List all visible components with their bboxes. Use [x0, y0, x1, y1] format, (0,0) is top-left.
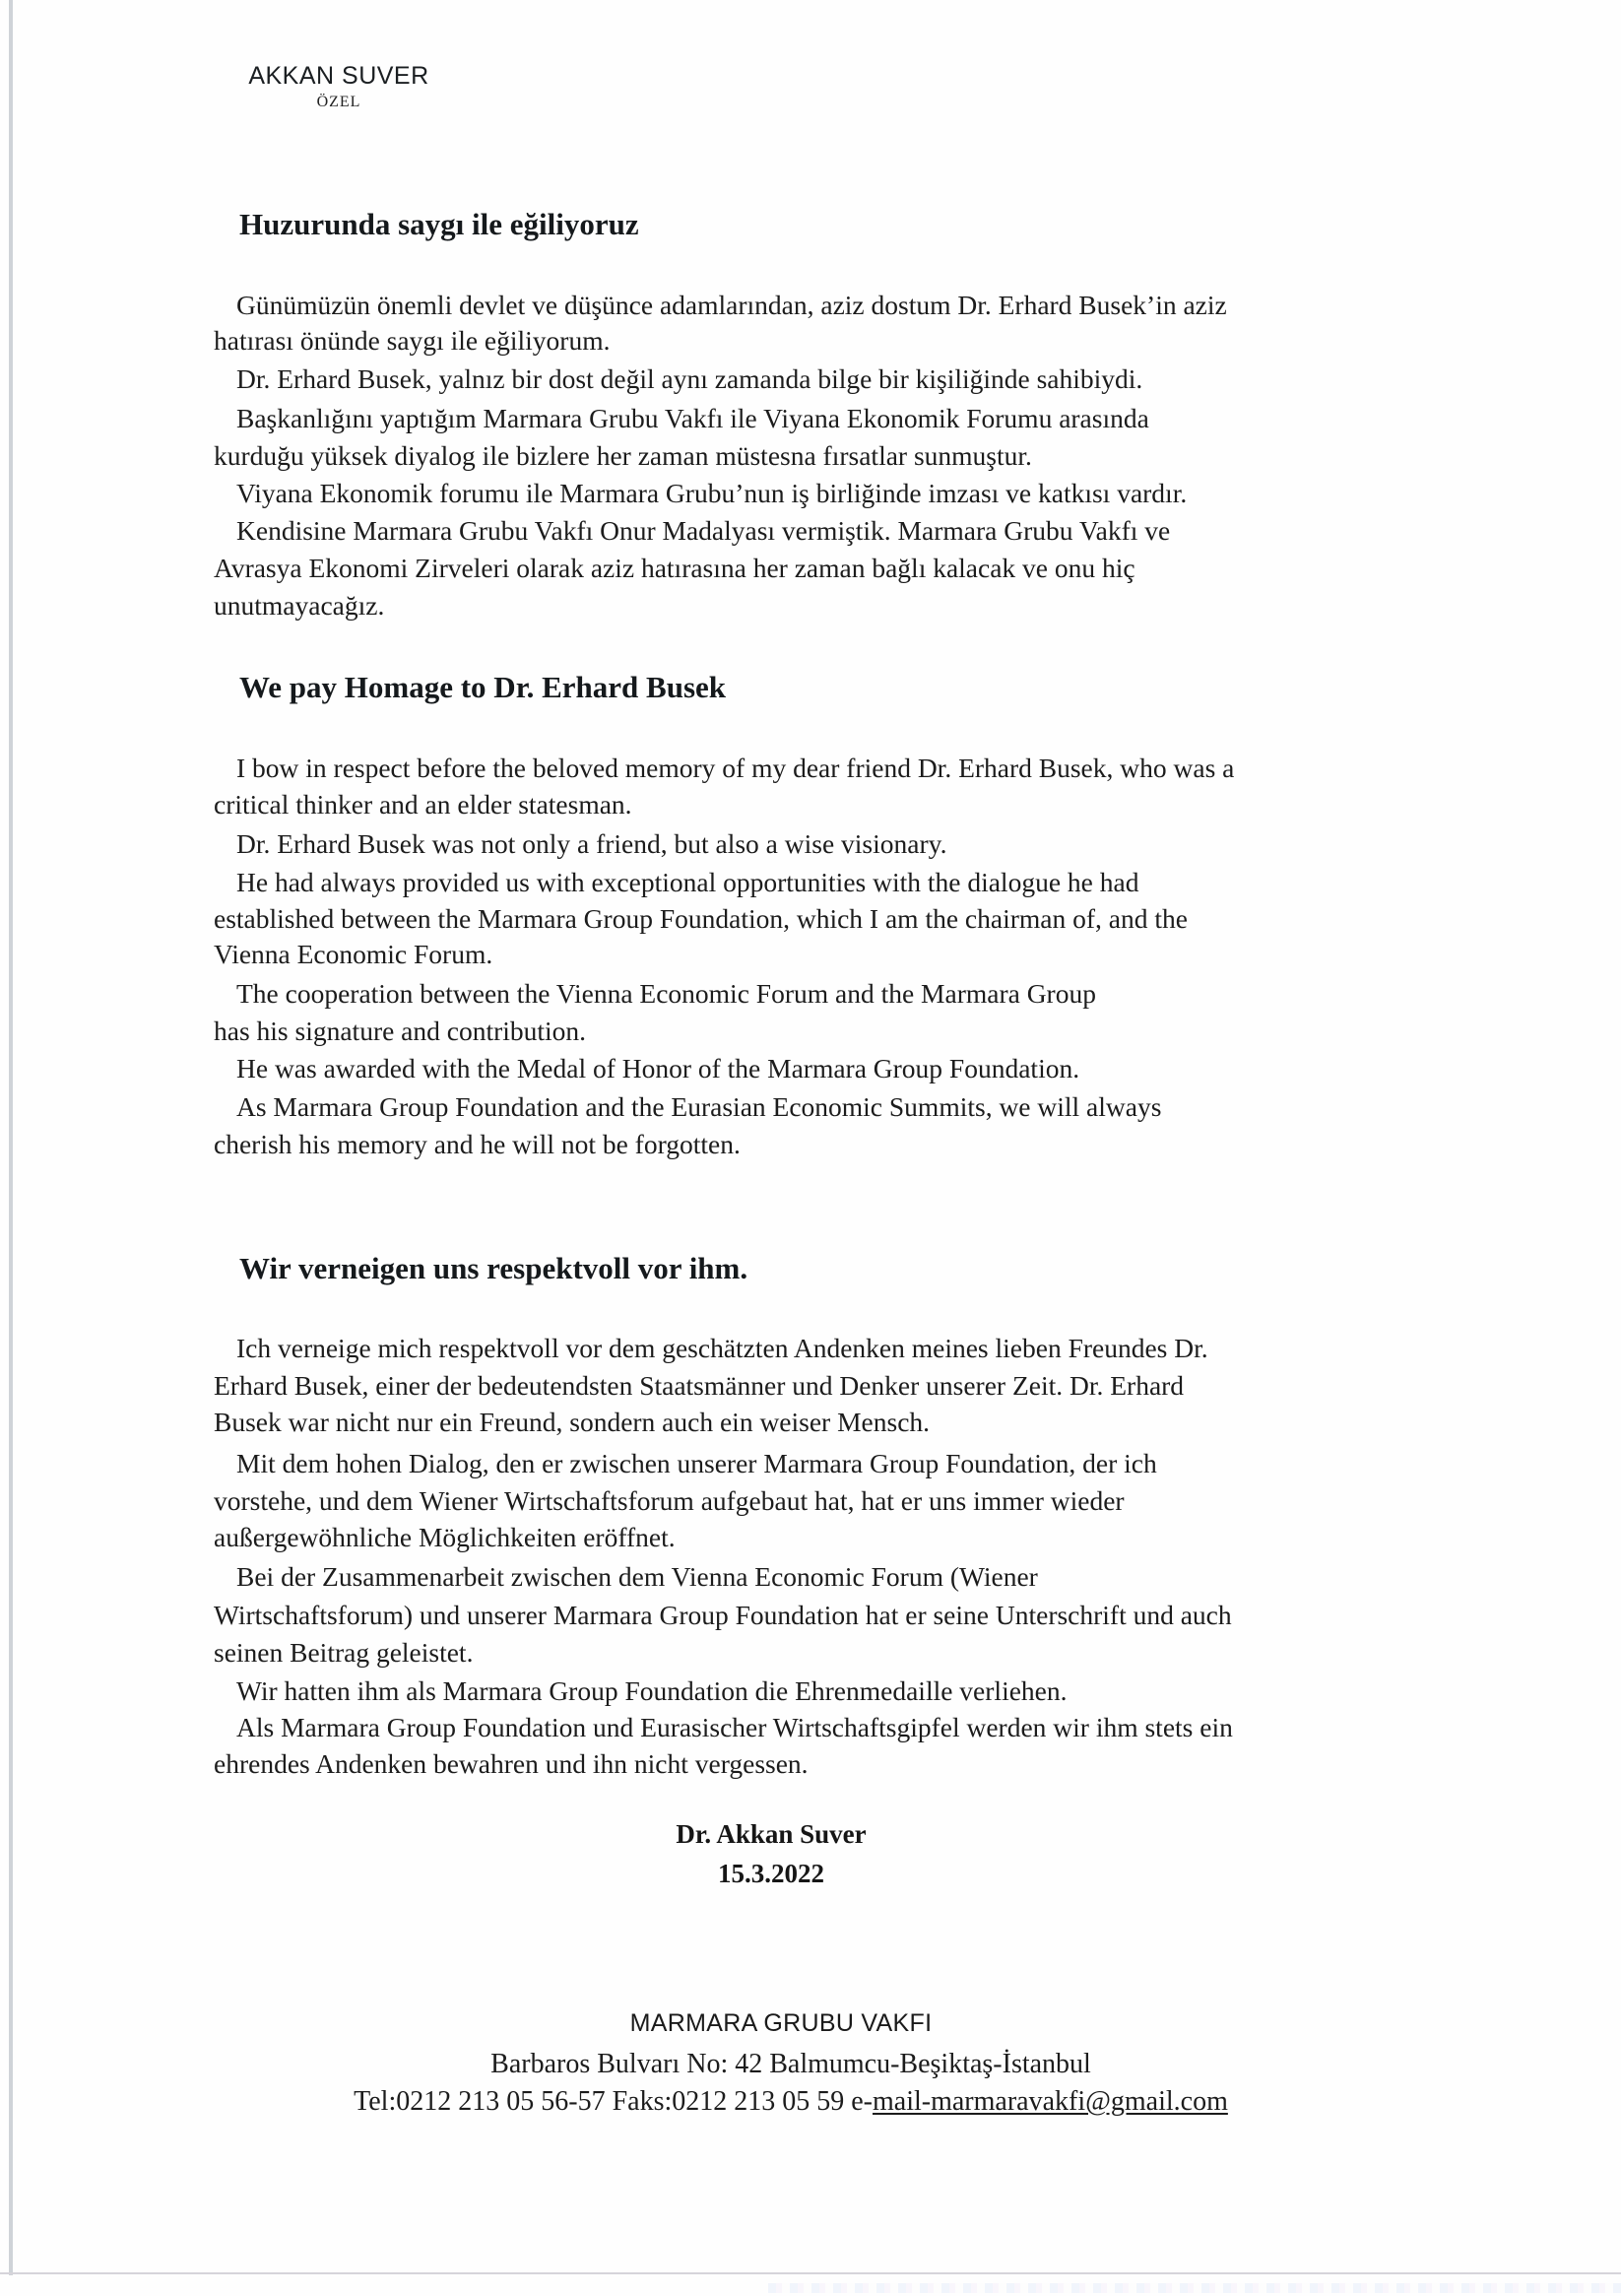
paragraph-line: As Marmara Group Foundation and the Eurasian Economic Summits, we will always — [236, 1091, 1162, 1122]
paragraph-line: unutmayacağız. — [214, 590, 385, 621]
paragraph-line: He was awarded with the Medal of Honor of the Marmara Group Foundation. — [236, 1053, 1080, 1083]
signature-name: Dr. Akkan Suver — [676, 1819, 867, 1849]
paragraph-line: Bei der Zusammenarbeit zwischen dem Vienna Economic Forum (Wiener — [236, 1561, 1038, 1592]
paragraph-line: seinen Beitrag geleistet. — [214, 1637, 474, 1668]
paragraph-line: Mit dem hohen Dialog, den er zwischen unserer Marmara Group Foundation, der ich — [236, 1448, 1157, 1478]
paragraph-line: Wirtschaftsforum) und unserer Marmara Group Foundation hat er seine Unterschrift und auch — [214, 1600, 1232, 1630]
paragraph-line: vorstehe, und dem Wiener Wirtschaftsforum aufgebaut hat, hat er uns immer wieder — [214, 1485, 1125, 1516]
paragraph-line: The cooperation between the Vienna Economic Forum and the Marmara Group — [236, 978, 1096, 1009]
paragraph-line: außergewöhnliche Möglichkeiten eröffnet. — [214, 1522, 676, 1552]
paragraph-line: Als Marmara Group Foundation und Eurasischer Wirtschaftsgipfel werden wir ihm stets ein — [236, 1712, 1233, 1742]
paragraph-line: Avrasya Ekonomi Zirveleri olarak aziz hatırasına her zaman bağlı kalacak ve onu hiç — [214, 553, 1135, 583]
scan-edge-bottom — [0, 2272, 1621, 2274]
paragraph-line: Vienna Economic Forum. — [214, 939, 493, 969]
paragraph-line: cherish his memory and he will not be forgotten. — [214, 1129, 741, 1159]
signature-date: 15.3.2022 — [718, 1859, 824, 1888]
paragraph-line: Viyana Ekonomik forumu ile Marmara Grubu’nun iş birliğinde imzası ve katkısı vardır. — [236, 478, 1188, 508]
letterhead-subtitle: ÖZEL — [316, 94, 361, 110]
paragraph-line: has his signature and contribution. — [214, 1016, 587, 1046]
paragraph-line: Wir hatten ihm als Marmara Group Foundation die Ehrenmedaille verliehen. — [236, 1675, 1068, 1706]
paragraph-line: critical thinker and an elder statesman. — [214, 789, 632, 820]
footer-address: Barbaros Bulvarı No: 42 Balmumcu-Beşiktaş-İstanbul — [490, 2049, 1091, 2079]
paragraph-line: kurduğu yüksek diyalog ile bizlere her zaman müstesna fırsatlar sunmuştur. — [214, 440, 1032, 471]
paragraph-line: Ich verneige mich respektvoll vor dem geschätzten Andenken meines lieben Freundes Dr. — [236, 1333, 1208, 1363]
scan-edge-left — [9, 0, 13, 2275]
paragraph-line: Dr. Erhard Busek, yalnız bir dost değil aynı zamanda bilge bir kişiliğinde sahibiydi. — [236, 363, 1143, 394]
scan-noise — [768, 2283, 1621, 2293]
paragraph-line: I bow in respect before the beloved memory of my dear friend Dr. Erhard Busek, who was a — [236, 753, 1235, 783]
section-heading: Wir verneigen uns respektvoll vor ihm. — [239, 1251, 748, 1285]
footer-email-link[interactable]: mail-marmaravakfi@gmail.com — [873, 2086, 1228, 2117]
footer-organization: MARMARA GRUBU VAKFI — [629, 2009, 933, 2037]
paragraph-line: hatırası önünde saygı ile eğiliyorum. — [214, 325, 611, 356]
paragraph-line: Erhard Busek, einer der bedeutendsten Staatsmänner und Denker unserer Zeit. Dr. Erhard — [214, 1370, 1185, 1401]
letterhead — [211, 61, 467, 112]
paragraph-line: established between the Marmara Group Foundation, which I am the chairman of, and the — [214, 903, 1188, 934]
footer-contact — [0, 2086, 1601, 2118]
paragraph-line: ehrendes Andenken bewahren und ihn nicht vergessen. — [214, 1748, 809, 1779]
paragraph-line: Başkanlığını yaptığım Marmara Grubu Vakfı ile Viyana Ekonomik Forumu arasında — [236, 403, 1149, 433]
paragraph-line: Kendisine Marmara Grubu Vakfı Onur Madalyası vermiştik. Marmara Grubu Vakfı ve — [236, 515, 1171, 546]
section-heading: Huzurunda saygı ile eğiliyoruz — [239, 207, 639, 241]
paragraph-line: Günümüzün önemli devlet ve düşünce adamlarından, aziz dostum Dr. Erhard Busek’in aziz — [236, 290, 1227, 320]
paragraph-line: Dr. Erhard Busek was not only a friend, but also a wise visionary. — [236, 828, 947, 859]
section-heading: We pay Homage to Dr. Erhard Busek — [239, 670, 727, 704]
footer-phone-fax: Tel:0212 213 05 56-57 Faks:0212 213 05 59 e- — [354, 2086, 873, 2117]
paragraph-line: He had always provided us with exceptional opportunities with the dialogue he had — [236, 867, 1139, 897]
paragraph-line: Busek war nicht nur ein Freund, sondern auch ein weiser Mensch. — [214, 1407, 931, 1437]
letterhead-name: AKKAN SUVER — [248, 62, 429, 90]
